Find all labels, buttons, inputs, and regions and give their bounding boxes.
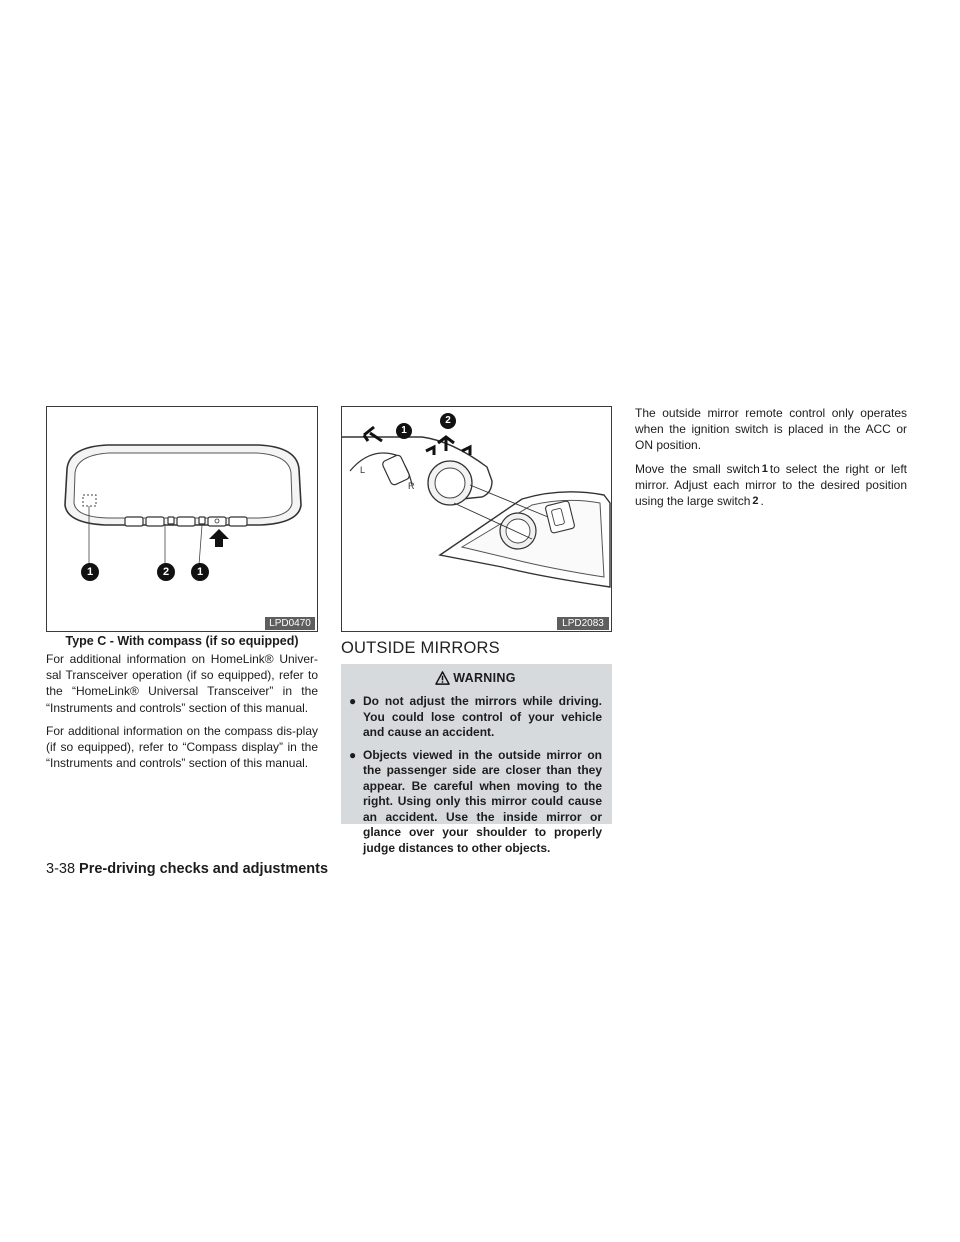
mirror-switch-illustration — [341, 406, 612, 632]
compass-reference-paragraph: For additional information on the compass dis-play (if so equipped), refer to “Compass display” in the “Instruments and controls” section of this manual. — [46, 723, 318, 771]
warning-item — [349, 694, 602, 741]
svg-text:R: R — [408, 481, 415, 491]
rearview-mirror-drawing — [47, 407, 318, 632]
callout-2: 2 — [157, 563, 175, 581]
bullet: ● — [349, 747, 357, 762]
page-number: 3-38 — [46, 861, 76, 877]
chapter-title: Pre-driving checks and adjustments — [79, 861, 329, 877]
figure-code: LPD2083 — [557, 617, 609, 630]
circled-number-1: 1 — [761, 462, 768, 475]
warning-item-text: Do not adjust the mirrors while driving. You could lose control of your vehicle and cause an accident. — [363, 694, 602, 739]
switch-text-c: . — [760, 494, 764, 509]
switch-instructions-paragraph — [635, 461, 907, 510]
warning-list — [349, 694, 602, 856]
figure-caption: Type C - With compass (if so equipped) — [65, 634, 299, 648]
warning-item-text: Objects viewed in the outside mirror on the passenger side are closer than they appear. Be careful when moving to the right. Using only this mirror could cause an accident. Use the inside mirror or glance over your shoulder to properly judge distances to other objects. — [363, 747, 602, 855]
warning-item — [349, 748, 602, 857]
callout-2: 2 — [440, 413, 456, 429]
figure-code: LPD0470 — [265, 617, 315, 630]
bullet: ● — [349, 694, 357, 708]
page-footer — [46, 860, 328, 878]
svg-text:L: L — [360, 465, 366, 475]
homelink-reference-paragraph: For additional information on HomeLink® Univer-sal Transceiver operation (if so equipped), refer to the “HomeLink® Universal Transceiver” in the “Instruments and controls” section of this manual. — [46, 652, 318, 715]
switch-text-b: to select the right or left mirror. Adjust each mirror to the desired position using the large switch — [635, 461, 907, 509]
circled-number-2: 2 — [752, 495, 759, 508]
mirror-switch-drawing — [342, 407, 612, 632]
warning-box — [341, 664, 612, 855]
section-title: OUTSIDE MIRRORS — [341, 639, 500, 657]
callout-1-right: 1 — [191, 563, 209, 581]
warning-title: WARNING — [453, 671, 516, 685]
warning-triangle-icon — [435, 671, 450, 685]
rearview-mirror-illustration — [46, 406, 318, 632]
right-column — [635, 405, 907, 516]
remote-control-paragraph: The outside mirror remote control only operates when the ignition switch is placed in the ACC or ON position. — [635, 406, 907, 453]
switch-text-a: Move the small switch — [635, 461, 760, 476]
callout-1: 1 — [396, 423, 412, 439]
callout-1-left: 1 — [81, 563, 99, 581]
left-column — [46, 651, 318, 778]
warning-header — [349, 670, 602, 686]
